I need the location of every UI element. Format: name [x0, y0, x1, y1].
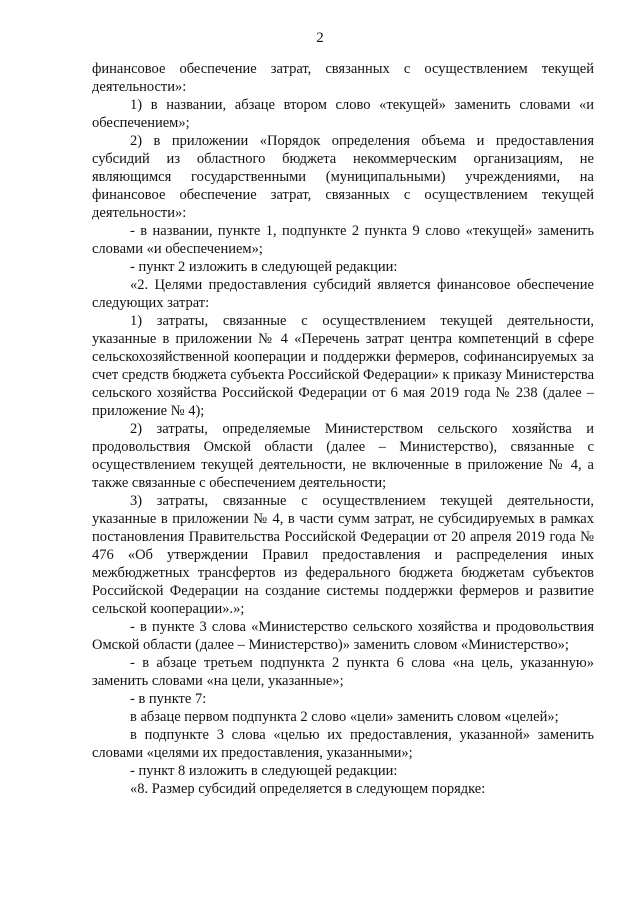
- page-number: 2: [316, 30, 324, 46]
- document-body: [92, 60, 594, 798]
- paragraph: - в пункте 3 слова «Министерство сельского хозяйства и продовольствия Омской области (далее – Министерство)» заменить словом «Министерство»;: [92, 619, 594, 653]
- paragraph: в абзаце первом подпункта 2 слово «цели» заменить словом «целей»;: [130, 709, 559, 725]
- paragraph: - пункт 2 изложить в следующей редакции:: [130, 259, 398, 275]
- paragraph: - в пункте 7:: [130, 691, 207, 707]
- paragraph: 3) затраты, связанные с осуществлением текущей деятельности, указанные в приложении № 4, в части сумм затрат, не субсидируемых в рамках постановления Правительства Российской Федерации от 20 апреля 2019 года № 476 «Об утверждении Правил предоставления и распределения иных межбюджетных трансфертов из федерального бюджета бюджетам субъектов Российской Федерации на создание системы поддержки фермеров и развитие сельской кооперации».»;: [92, 493, 594, 617]
- paragraph: - в названии, пункте 1, подпункте 2 пункта 9 слово «текущей» заменить словами «и обеспечением»;: [92, 223, 594, 257]
- paragraph: 1) в названии, абзаце втором слово «текущей» заменить словами «и обеспечением»;: [92, 97, 594, 131]
- paragraph: в подпункте 3 слова «целью их предоставления, указанной» заменить словами «целями их предоставления, указанными»;: [92, 727, 594, 761]
- paragraph: 2) затраты, определяемые Министерством сельского хозяйства и продовольствия Омской области (далее – Министерство), связанные с осуществлением текущей деятельности, не включенные в приложение № 4, а также связанные с обеспечением деятельности;: [92, 421, 594, 491]
- paragraph: - пункт 8 изложить в следующей редакции:: [130, 763, 398, 779]
- paragraph: «8. Размер субсидий определяется в следующем порядке:: [130, 781, 486, 797]
- paragraph: 2) в приложении «Порядок определения объема и предоставления субсидий из областного бюджета некоммерческим организациям, не являющимся государственными (муниципальными) учреждениями, на финансовое обеспечение затрат, связанных с осуществлением текущей деятельности»:: [92, 133, 594, 221]
- paragraph: - в абзаце третьем подпункта 2 пункта 6 слова «на цель, указанную» заменить словами «на цели, указанные»;: [92, 655, 594, 689]
- paragraph: 1) затраты, связанные с осуществлением текущей деятельности, указанные в приложении № 4 «Перечень затрат центра компетенций в сфере сельскохозяйственной кооперации и поддержки фермеров, софинансируемых за счет средств бюджета субъекта Российской Федерации» к приказу Министерства сельского хозяйства Российской Федерации от 6 мая 2019 года № 238 (далее – приложение № 4);: [92, 313, 594, 419]
- paragraph: «2. Целями предоставления субсидий является финансовое обеспечение следующих затрат:: [92, 277, 594, 311]
- paragraph: финансовое обеспечение затрат, связанных с осуществлением текущей деятельности»:: [92, 61, 594, 95]
